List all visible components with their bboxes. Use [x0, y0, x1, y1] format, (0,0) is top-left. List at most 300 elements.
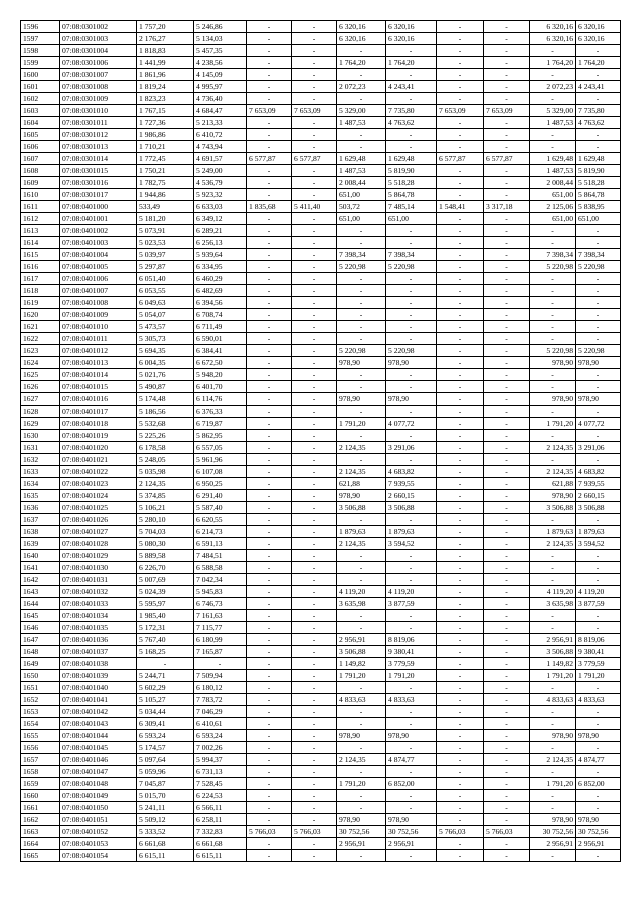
- cadastral-number-cell: 07:08:0401042: [60, 705, 137, 717]
- row-number-cell: 1649: [21, 657, 60, 669]
- col5-value-cell: -: [247, 213, 292, 225]
- table-row: [21, 802, 621, 814]
- value-max-cell: 6 214,73: [194, 525, 247, 537]
- table-row: [21, 585, 621, 597]
- col6-value-cell: -: [292, 393, 337, 405]
- col12-value-cell: -: [576, 705, 621, 717]
- col10-value-cell: -: [484, 309, 530, 321]
- col7-value-cell: 2 956,91: [337, 633, 386, 645]
- col11-value-cell: -: [530, 549, 576, 561]
- col11-value-cell: -: [530, 237, 576, 249]
- value-min-cell: 1 727,36: [137, 117, 194, 129]
- col5-value-cell: -: [247, 765, 292, 777]
- row-number-cell: 1652: [21, 693, 60, 705]
- value-min-cell: 1 782,75: [137, 177, 194, 189]
- col6-value-cell: -: [292, 189, 337, 201]
- col8-value-cell: -: [386, 621, 437, 633]
- col11-value-cell: -: [530, 381, 576, 393]
- col6-value-cell: -: [292, 417, 337, 429]
- col9-value-cell: -: [437, 285, 484, 297]
- col5-value-cell: -: [247, 621, 292, 633]
- cadastral-number-cell: 07:08:0401014: [60, 369, 137, 381]
- col7-value-cell: 1 791,20: [337, 417, 386, 429]
- col6-value-cell: -: [292, 525, 337, 537]
- table-row: [21, 189, 621, 201]
- table-row: [21, 850, 621, 862]
- col12-value-cell: -: [576, 45, 621, 57]
- cadastral-number-cell: 07:08:0301004: [60, 45, 137, 57]
- col12-value-cell: -: [576, 717, 621, 729]
- value-min-cell: 5 889,58: [137, 549, 194, 561]
- col7-value-cell: -: [337, 790, 386, 802]
- col9-value-cell: -: [437, 621, 484, 633]
- col12-value-cell: 5 819,90: [576, 165, 621, 177]
- col8-value-cell: 3 877,59: [386, 597, 437, 609]
- table-row: [21, 69, 621, 81]
- col11-value-cell: -: [530, 285, 576, 297]
- col6-value-cell: -: [292, 621, 337, 633]
- col12-value-cell: 6 852,00: [576, 777, 621, 789]
- col5-value-cell: -: [247, 381, 292, 393]
- col6-value-cell: -: [292, 441, 337, 453]
- col9-value-cell: -: [437, 753, 484, 765]
- value-min-cell: 5 186,56: [137, 405, 194, 417]
- col8-value-cell: -: [386, 333, 437, 345]
- col5-value-cell: -: [247, 21, 292, 33]
- value-max-cell: 7 484,51: [194, 549, 247, 561]
- value-min-cell: 5 181,20: [137, 213, 194, 225]
- col9-value-cell: 6 577,87: [437, 153, 484, 165]
- col8-value-cell: -: [386, 321, 437, 333]
- col10-value-cell: -: [484, 777, 530, 789]
- cadastral-number-cell: 07:08:0401007: [60, 285, 137, 297]
- col10-value-cell: -: [484, 393, 530, 405]
- col11-value-cell: 2 125,06: [530, 201, 576, 213]
- col12-value-cell: 1 791,20: [576, 669, 621, 681]
- row-number-cell: 1638: [21, 525, 60, 537]
- row-number-cell: 1663: [21, 826, 60, 838]
- col9-value-cell: -: [437, 249, 484, 261]
- col5-value-cell: 1 835,68: [247, 201, 292, 213]
- col6-value-cell: -: [292, 57, 337, 69]
- col12-value-cell: -: [576, 405, 621, 417]
- value-min-cell: 5 280,10: [137, 513, 194, 525]
- value-max-cell: 6 376,33: [194, 405, 247, 417]
- col8-value-cell: -: [386, 93, 437, 105]
- value-min-cell: 1 818,83: [137, 45, 194, 57]
- value-max-cell: 6 566,11: [194, 802, 247, 814]
- col12-value-cell: -: [576, 285, 621, 297]
- table-body: [21, 21, 621, 862]
- col7-value-cell: -: [337, 141, 386, 153]
- col9-value-cell: -: [437, 549, 484, 561]
- col9-value-cell: -: [437, 237, 484, 249]
- value-max-cell: 6 401,70: [194, 381, 247, 393]
- col6-value-cell: -: [292, 117, 337, 129]
- value-max-cell: 7 509,94: [194, 669, 247, 681]
- col10-value-cell: -: [484, 117, 530, 129]
- col8-value-cell: -: [386, 237, 437, 249]
- col7-value-cell: 30 752,56: [337, 826, 386, 838]
- cadastral-number-cell: 07:08:0401048: [60, 777, 137, 789]
- col6-value-cell: -: [292, 573, 337, 585]
- value-max-cell: 4 684,47: [194, 105, 247, 117]
- cadastral-number-cell: 07:08:0401027: [60, 525, 137, 537]
- col10-value-cell: -: [484, 621, 530, 633]
- value-min-cell: 6 615,11: [137, 850, 194, 862]
- col7-value-cell: 2 072,23: [337, 81, 386, 93]
- col10-value-cell: -: [484, 465, 530, 477]
- value-min-cell: 6 053,55: [137, 285, 194, 297]
- col10-value-cell: -: [484, 741, 530, 753]
- col10-value-cell: -: [484, 850, 530, 862]
- col5-value-cell: -: [247, 501, 292, 513]
- value-min-cell: 5 473,57: [137, 321, 194, 333]
- col8-value-cell: 4 763,62: [386, 117, 437, 129]
- table-row: [21, 549, 621, 561]
- cadastral-number-cell: 07:08:0401034: [60, 609, 137, 621]
- col5-value-cell: -: [247, 645, 292, 657]
- row-number-cell: 1612: [21, 213, 60, 225]
- row-number-cell: 1637: [21, 513, 60, 525]
- col5-value-cell: -: [247, 609, 292, 621]
- col6-value-cell: 5 766,03: [292, 826, 337, 838]
- row-number-cell: 1625: [21, 369, 60, 381]
- value-max-cell: 7 161,63: [194, 609, 247, 621]
- col7-value-cell: 651,00: [337, 213, 386, 225]
- col11-value-cell: -: [530, 741, 576, 753]
- col12-value-cell: -: [576, 225, 621, 237]
- col6-value-cell: -: [292, 141, 337, 153]
- value-max-cell: 4 145,09: [194, 69, 247, 81]
- cadastral-number-cell: 07:08:0301017: [60, 189, 137, 201]
- cadastral-number-cell: 07:08:0401028: [60, 537, 137, 549]
- value-max-cell: 5 945,83: [194, 585, 247, 597]
- col7-value-cell: -: [337, 129, 386, 141]
- col12-value-cell: 5 864,78: [576, 189, 621, 201]
- col12-value-cell: -: [576, 790, 621, 802]
- col8-value-cell: 7 735,80: [386, 105, 437, 117]
- col8-value-cell: 2 956,91: [386, 838, 437, 850]
- col12-value-cell: 5 518,28: [576, 177, 621, 189]
- col11-value-cell: 1 149,82: [530, 657, 576, 669]
- value-max-cell: 6 410,61: [194, 717, 247, 729]
- col5-value-cell: -: [247, 657, 292, 669]
- value-max-cell: 4 743,94: [194, 141, 247, 153]
- cadastral-number-cell: 07:08:0401011: [60, 333, 137, 345]
- value-max-cell: 7 528,45: [194, 777, 247, 789]
- value-max-cell: 5 862,95: [194, 429, 247, 441]
- value-min-cell: 5 039,97: [137, 249, 194, 261]
- col5-value-cell: -: [247, 790, 292, 802]
- value-max-cell: 6 107,08: [194, 465, 247, 477]
- row-number-cell: 1635: [21, 489, 60, 501]
- col10-value-cell: -: [484, 453, 530, 465]
- table-row: [21, 777, 621, 789]
- col9-value-cell: -: [437, 525, 484, 537]
- table-row: [21, 621, 621, 633]
- col6-value-cell: -: [292, 297, 337, 309]
- col12-value-cell: 3 594,52: [576, 537, 621, 549]
- col6-value-cell: -: [292, 33, 337, 45]
- col8-value-cell: 1 629,48: [386, 153, 437, 165]
- value-min-cell: 5 248,05: [137, 453, 194, 465]
- col7-value-cell: -: [337, 573, 386, 585]
- col7-value-cell: -: [337, 309, 386, 321]
- cadastral-number-cell: 07:08:0401040: [60, 681, 137, 693]
- table-row: [21, 57, 621, 69]
- col7-value-cell: 5 220,98: [337, 261, 386, 273]
- value-max-cell: 6 711,49: [194, 321, 247, 333]
- cadastral-number-cell: 07:08:0401029: [60, 549, 137, 561]
- col8-value-cell: 978,90: [386, 357, 437, 369]
- col9-value-cell: -: [437, 802, 484, 814]
- table-row: [21, 285, 621, 297]
- col8-value-cell: 4 683,82: [386, 465, 437, 477]
- cadastral-number-cell: 07:08:0301013: [60, 141, 137, 153]
- col12-value-cell: -: [576, 513, 621, 525]
- col11-value-cell: 651,00: [530, 189, 576, 201]
- col5-value-cell: -: [247, 189, 292, 201]
- cadastral-number-cell: 07:08:0401023: [60, 477, 137, 489]
- table-row: [21, 453, 621, 465]
- row-number-cell: 1650: [21, 669, 60, 681]
- col5-value-cell: -: [247, 297, 292, 309]
- col11-value-cell: -: [530, 405, 576, 417]
- col5-value-cell: -: [247, 525, 292, 537]
- value-min-cell: 5 106,21: [137, 501, 194, 513]
- col5-value-cell: -: [247, 405, 292, 417]
- value-min-cell: 1 823,23: [137, 93, 194, 105]
- table-row: [21, 765, 621, 777]
- col6-value-cell: -: [292, 741, 337, 753]
- col9-value-cell: -: [437, 477, 484, 489]
- col10-value-cell: -: [484, 717, 530, 729]
- col5-value-cell: -: [247, 261, 292, 273]
- col9-value-cell: -: [437, 297, 484, 309]
- col12-value-cell: 3 506,88: [576, 501, 621, 513]
- value-max-cell: 6 719,87: [194, 417, 247, 429]
- value-max-cell: 6 633,03: [194, 201, 247, 213]
- cadastral-number-cell: 07:08:0401052: [60, 826, 137, 838]
- cadastral-number-cell: 07:08:0301016: [60, 177, 137, 189]
- col6-value-cell: -: [292, 369, 337, 381]
- col8-value-cell: 5 518,28: [386, 177, 437, 189]
- col12-value-cell: 978,90: [576, 814, 621, 826]
- col11-value-cell: -: [530, 453, 576, 465]
- col10-value-cell: -: [484, 69, 530, 81]
- col10-value-cell: -: [484, 45, 530, 57]
- col10-value-cell: -: [484, 633, 530, 645]
- row-number-cell: 1653: [21, 705, 60, 717]
- col10-value-cell: -: [484, 225, 530, 237]
- col7-value-cell: 978,90: [337, 393, 386, 405]
- col6-value-cell: -: [292, 513, 337, 525]
- row-number-cell: 1603: [21, 105, 60, 117]
- col12-value-cell: -: [576, 333, 621, 345]
- col11-value-cell: 2 008,44: [530, 177, 576, 189]
- col11-value-cell: 1 487,53: [530, 117, 576, 129]
- col8-value-cell: -: [386, 549, 437, 561]
- col8-value-cell: 4 243,41: [386, 81, 437, 93]
- value-min-cell: 6 178,58: [137, 441, 194, 453]
- col8-value-cell: 9 380,41: [386, 645, 437, 657]
- col6-value-cell: -: [292, 465, 337, 477]
- col5-value-cell: -: [247, 705, 292, 717]
- col7-value-cell: -: [337, 717, 386, 729]
- col7-value-cell: 3 506,88: [337, 501, 386, 513]
- row-number-cell: 1659: [21, 777, 60, 789]
- col6-value-cell: -: [292, 597, 337, 609]
- col6-value-cell: -: [292, 802, 337, 814]
- col7-value-cell: -: [337, 45, 386, 57]
- col11-value-cell: -: [530, 69, 576, 81]
- col12-value-cell: -: [576, 802, 621, 814]
- col12-value-cell: -: [576, 297, 621, 309]
- col8-value-cell: 1 791,20: [386, 669, 437, 681]
- value-max-cell: 5 134,03: [194, 33, 247, 45]
- value-min-cell: 5 244,71: [137, 669, 194, 681]
- table-row: [21, 309, 621, 321]
- col10-value-cell: -: [484, 489, 530, 501]
- value-min-cell: 1 767,15: [137, 105, 194, 117]
- value-max-cell: 4 995,97: [194, 81, 247, 93]
- col10-value-cell: -: [484, 273, 530, 285]
- col8-value-cell: -: [386, 850, 437, 862]
- value-max-cell: 7 165,87: [194, 645, 247, 657]
- col5-value-cell: -: [247, 285, 292, 297]
- table-row: [21, 105, 621, 117]
- value-min-cell: -: [137, 657, 194, 669]
- col12-value-cell: -: [576, 765, 621, 777]
- value-max-cell: 5 587,40: [194, 501, 247, 513]
- col10-value-cell: -: [484, 573, 530, 585]
- col5-value-cell: 5 766,03: [247, 826, 292, 838]
- cadastral-value-table: [20, 20, 621, 862]
- col8-value-cell: -: [386, 609, 437, 621]
- col7-value-cell: 1 764,20: [337, 57, 386, 69]
- col9-value-cell: 7 653,09: [437, 105, 484, 117]
- col7-value-cell: 1 879,63: [337, 525, 386, 537]
- col9-value-cell: -: [437, 345, 484, 357]
- col5-value-cell: -: [247, 669, 292, 681]
- cadastral-number-cell: 07:08:0301008: [60, 81, 137, 93]
- col7-value-cell: -: [337, 513, 386, 525]
- col8-value-cell: -: [386, 45, 437, 57]
- col5-value-cell: -: [247, 57, 292, 69]
- col11-value-cell: 4 119,20: [530, 585, 576, 597]
- col12-value-cell: 4 077,72: [576, 417, 621, 429]
- row-number-cell: 1624: [21, 357, 60, 369]
- col11-value-cell: -: [530, 513, 576, 525]
- col11-value-cell: -: [530, 141, 576, 153]
- value-max-cell: 5 457,35: [194, 45, 247, 57]
- table-row: [21, 633, 621, 645]
- table-row: [21, 429, 621, 441]
- col5-value-cell: -: [247, 573, 292, 585]
- table-row: [21, 729, 621, 741]
- col11-value-cell: 2 124,35: [530, 465, 576, 477]
- col6-value-cell: -: [292, 585, 337, 597]
- row-number-cell: 1607: [21, 153, 60, 165]
- col8-value-cell: 7 485,14: [386, 201, 437, 213]
- cadastral-number-cell: 07:08:0401002: [60, 225, 137, 237]
- col10-value-cell: -: [484, 549, 530, 561]
- col5-value-cell: -: [247, 441, 292, 453]
- value-min-cell: 5 059,96: [137, 765, 194, 777]
- col9-value-cell: -: [437, 741, 484, 753]
- col8-value-cell: 4 833,63: [386, 693, 437, 705]
- cadastral-number-cell: 07:08:0401032: [60, 585, 137, 597]
- col7-value-cell: 2 956,91: [337, 838, 386, 850]
- col9-value-cell: -: [437, 429, 484, 441]
- col9-value-cell: -: [437, 45, 484, 57]
- col8-value-cell: -: [386, 273, 437, 285]
- cadastral-number-cell: 07:08:0401006: [60, 273, 137, 285]
- value-min-cell: 5 073,91: [137, 225, 194, 237]
- value-max-cell: 6 334,95: [194, 261, 247, 273]
- col9-value-cell: -: [437, 597, 484, 609]
- col6-value-cell: -: [292, 657, 337, 669]
- cadastral-number-cell: 07:08:0401037: [60, 645, 137, 657]
- value-max-cell: 6 349,12: [194, 213, 247, 225]
- col8-value-cell: 5 220,98: [386, 261, 437, 273]
- col7-value-cell: -: [337, 225, 386, 237]
- cadastral-number-cell: 07:08:0401054: [60, 850, 137, 862]
- col10-value-cell: -: [484, 790, 530, 802]
- col8-value-cell: -: [386, 741, 437, 753]
- table-row: [21, 417, 621, 429]
- value-max-cell: 7 042,34: [194, 573, 247, 585]
- col5-value-cell: -: [247, 45, 292, 57]
- col6-value-cell: -: [292, 645, 337, 657]
- col7-value-cell: -: [337, 333, 386, 345]
- col12-value-cell: 651,00: [576, 213, 621, 225]
- value-min-cell: 5 035,98: [137, 465, 194, 477]
- col5-value-cell: -: [247, 513, 292, 525]
- col7-value-cell: -: [337, 429, 386, 441]
- col8-value-cell: -: [386, 705, 437, 717]
- col5-value-cell: -: [247, 249, 292, 261]
- table-row: [21, 129, 621, 141]
- col5-value-cell: -: [247, 237, 292, 249]
- col9-value-cell: -: [437, 357, 484, 369]
- col7-value-cell: 1 791,20: [337, 777, 386, 789]
- row-number-cell: 1618: [21, 285, 60, 297]
- col7-value-cell: -: [337, 609, 386, 621]
- value-min-cell: 1 441,99: [137, 57, 194, 69]
- col6-value-cell: -: [292, 237, 337, 249]
- col10-value-cell: -: [484, 657, 530, 669]
- value-max-cell: 6 661,68: [194, 838, 247, 850]
- col12-value-cell: -: [576, 309, 621, 321]
- row-number-cell: 1611: [21, 201, 60, 213]
- row-number-cell: 1658: [21, 765, 60, 777]
- col9-value-cell: -: [437, 609, 484, 621]
- row-number-cell: 1617: [21, 273, 60, 285]
- col12-value-cell: -: [576, 141, 621, 153]
- col7-value-cell: 1 791,20: [337, 669, 386, 681]
- col10-value-cell: -: [484, 513, 530, 525]
- col11-value-cell: 2 956,91: [530, 838, 576, 850]
- col8-value-cell: 1 879,63: [386, 525, 437, 537]
- cadastral-number-cell: 07:08:0401026: [60, 513, 137, 525]
- col12-value-cell: 978,90: [576, 393, 621, 405]
- cadastral-number-cell: 07:08:0401010: [60, 321, 137, 333]
- table-row: [21, 81, 621, 93]
- col8-value-cell: -: [386, 297, 437, 309]
- row-number-cell: 1622: [21, 333, 60, 345]
